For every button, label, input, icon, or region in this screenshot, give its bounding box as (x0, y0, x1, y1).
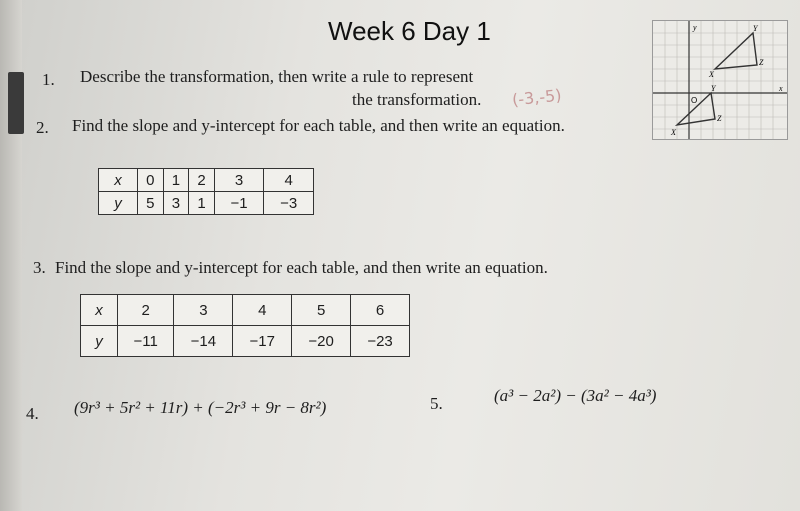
table-cell: 1 (189, 192, 215, 215)
table-cell: −14 (174, 326, 233, 357)
coordinate-grid-figure (652, 20, 788, 140)
problem-2-number: 2. (36, 118, 49, 137)
vertex-label: Y (753, 24, 758, 33)
handwritten-note: (-3,-5) (511, 85, 563, 110)
triangle-xyz-upper (715, 33, 757, 69)
problem-1-text-line2: the transformation. (352, 90, 482, 109)
problem-4-number: 4. (26, 404, 39, 423)
table-row (81, 295, 410, 326)
x-axis-label: x (779, 84, 783, 93)
vertex-label: Z (759, 58, 764, 67)
table-header-y: y (99, 192, 138, 215)
table-cell: −23 (351, 326, 410, 357)
table-cell: 5 (138, 192, 164, 215)
vertex-label: Z (717, 114, 722, 123)
vertex-label: X (671, 128, 676, 137)
table-cell: −17 (233, 326, 292, 357)
problem-1-text-line1: Describe the transformation, then write a rule to represent (80, 67, 474, 86)
problem-2-table (98, 168, 314, 215)
table-cell: 3 (163, 192, 189, 215)
y-axis-label: y (693, 23, 697, 32)
table-cell: 3 (174, 295, 233, 326)
table-cell: 5 (292, 295, 351, 326)
problem-3-text: Find the slope and y-intercept for each table, and then write an equation. (55, 258, 548, 277)
problem-3-table (80, 294, 410, 357)
table-row (81, 326, 410, 357)
table-cell: 4 (264, 169, 314, 192)
vertex-label: Y (711, 84, 716, 93)
binder-strip (8, 72, 24, 134)
problem-2-text: Find the slope and y-intercept for each table, and then write an equation. (72, 116, 565, 135)
table-cell: −3 (264, 192, 314, 215)
table-header-x: x (81, 295, 118, 326)
table-cell: 3 (214, 169, 264, 192)
problem-4-expression: (9r³ + 5r² + 11r) + (−2r³ + 9r − 8r²) (74, 398, 327, 417)
table-cell: −1 (214, 192, 264, 215)
problem-3-number: 3. (33, 258, 46, 277)
table-header-x: x (99, 169, 138, 192)
problem-1-number: 1. (42, 70, 55, 89)
page-title: Week 6 Day 1 (328, 16, 491, 46)
table-cell: 2 (118, 295, 174, 326)
table-cell: 0 (138, 169, 164, 192)
vertex-label: X (709, 70, 714, 79)
table-row (99, 192, 314, 215)
table-cell: 2 (189, 169, 215, 192)
table-cell: 6 (351, 295, 410, 326)
table-cell: 4 (233, 295, 292, 326)
problem-5-expression: (a³ − 2a²) − (3a² − 4a³) (494, 386, 657, 405)
table-cell: 1 (163, 169, 189, 192)
problem-5-number: 5. (430, 394, 443, 413)
origin-label: O (691, 96, 698, 105)
table-cell: −20 (292, 326, 351, 357)
table-row (99, 169, 314, 192)
table-cell: −11 (118, 326, 174, 357)
table-header-y: y (81, 326, 118, 357)
